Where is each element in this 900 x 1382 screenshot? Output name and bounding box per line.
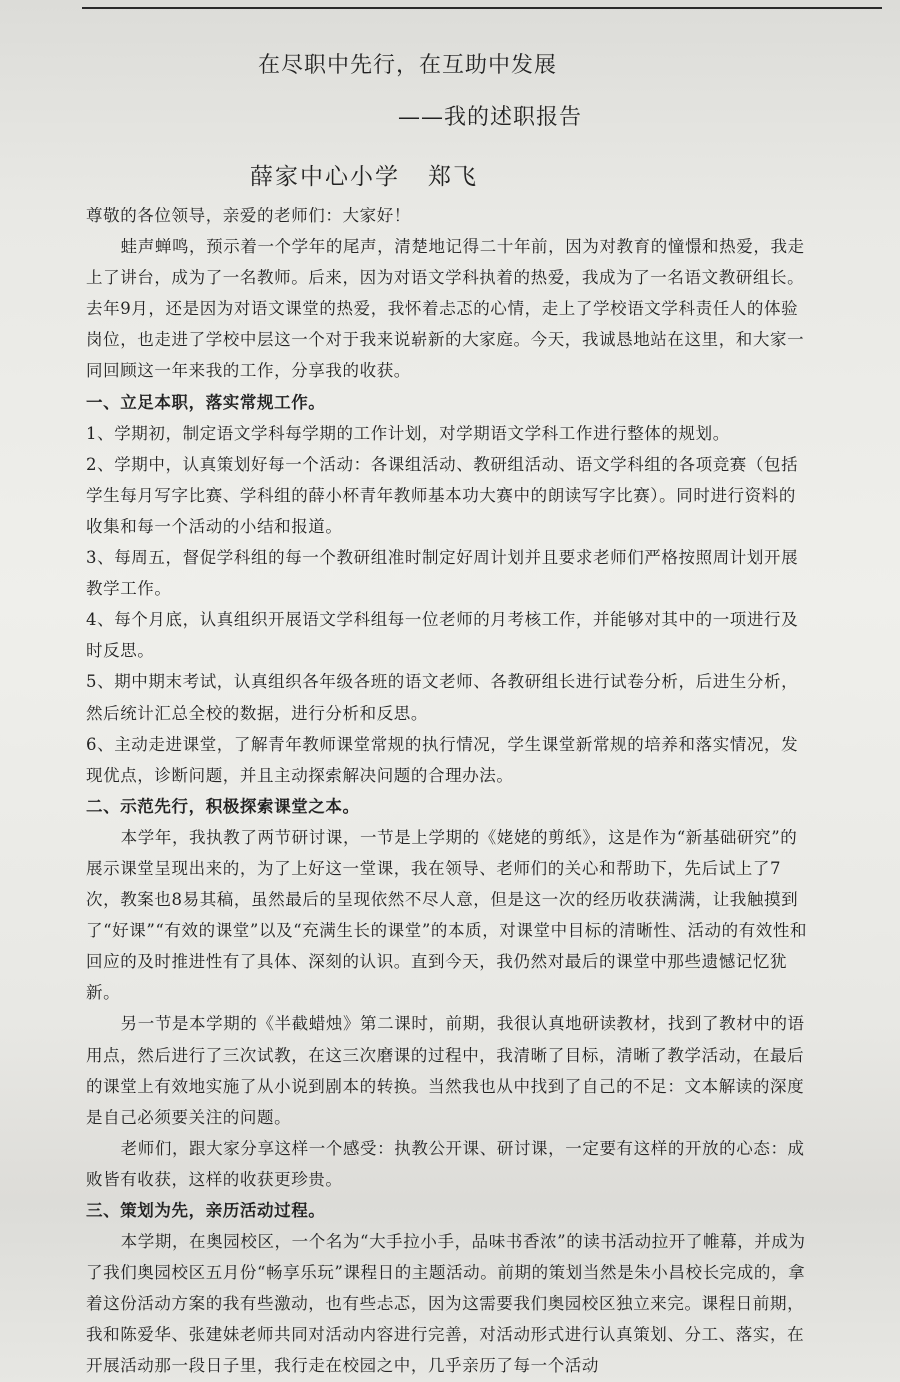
author-line xyxy=(250,158,478,191)
report-body xyxy=(86,200,808,1382)
section-1-item: 4、每个月底，认真组织开展语文学科组每一位老师的月考核工作，并能够对其中的一项进行及时反思。 xyxy=(86,610,799,661)
author-name: 郑飞 xyxy=(428,164,478,190)
document-title: 在尽职中先行，在互助中发展 xyxy=(258,53,558,78)
section-2-paragraph: 本学年，我执教了两节研讨课，一节是上学期的《姥姥的剪纸》，这是作为“新基础研究”的展示课堂呈现出来的，为了上好这一堂课，我在领导、老师们的关心和帮助下，先后试上了7次，教案也8易其稿，虽然最后的呈现依然不尽人意，但是这一次的经历收获满满，让我触摸到了“好课”“有效的课堂”以及“充满生长的课堂”的本质，对课堂中目标的清晰性、活动的有效性和回应的及时推进性有了具体、深刻的认识。直到今天，我仍然对最后的课堂中那些遗憾记忆犹新。 xyxy=(86,827,808,1003)
section-2-heading: 二、示范先行，积极探索课堂之本。 xyxy=(86,796,360,816)
section-3-paragraph: 本学期，在奥园校区，一个名为“大手拉小手，品味书香浓”的读书活动拉开了帷幕，并成为了我们奥园校区五月份“畅享乐玩”课程日的主题活动。前期的策划当然是朱小昌校长完成的，拿着这份活动方案的我有些激动，也有些忐忑，因为这需要我们奥园校区独立来完。课程日前期，我和陈爱华、张建妹老师共同对活动内容进行完善，对活动形式进行认真策划、分工、落实，在开展活动那一段日子里，我行走在校园之中，几乎亲历了每一个活动 xyxy=(86,1232,806,1376)
section-1-item: 6、主动走进课堂，了解青年教师课堂常规的执行情况，学生课堂新常规的培养和落实情况，发现优点，诊断问题，并且主动探索解决问题的合理办法。 xyxy=(86,734,799,785)
section-1-heading: 一、立足本职，落实常规工作。 xyxy=(86,392,326,412)
intro-paragraph: 蛙声蝉鸣，预示着一个学年的尾声，清楚地记得二十年前，因为对教育的憧憬和热爱，我走上了讲台，成为了一名教师。后来，因为对语文学科执着的热爱，我成为了一名语文教研组长。去年9月，还是因为对语文课堂的热爱，我怀着忐忑的心情，走上了学校语文学科责任人的体验岗位，也走进了学校中层这一个对于我来说崭新的大家庭。今天，我诚恳地站在这里，和大家一同回顾这一年来我的工作，分享我的收获。 xyxy=(86,237,805,381)
section-2-paragraph: 老师们，跟大家分享这样一个感受：执教公开课、研讨课，一定要有这样的开放的心态：成败皆有收获，这样的收获更珍贵。 xyxy=(86,1138,805,1189)
section-1-item: 2、学期中，认真策划好每一个活动：各课组活动、教研组活动、语文学科组的各项竞赛（包括学生每月写字比赛、学科组的薛小杯青年教师基本功大赛中的朗读写字比赛）。同时进行资料的收集和每一个活动的小结和报道。 xyxy=(86,454,799,536)
greeting: 尊敬的各位领导，亲爱的老师们：大家好！ xyxy=(86,206,411,225)
top-rule xyxy=(82,7,882,9)
author-school: 薛家中心小学 xyxy=(250,164,400,190)
section-1-item: 1、学期初，制定语文学科每学期的工作计划，对学期语文学科工作进行整体的规划。 xyxy=(86,423,730,443)
section-1-item: 5、期中期末考试，认真组织各年级各班的语文老师、各教研组长进行试卷分析，后进生分析，然后统计汇总全校的数据，进行分析和反思。 xyxy=(86,672,799,723)
document-subtitle: ——我的述职报告 xyxy=(398,105,583,130)
section-1-item: 3、每周五，督促学科组的每一个教研组准时制定好周计划并且要求老师们严格按照周计划开展教学工作。 xyxy=(86,548,799,599)
section-2-paragraph: 另一节是本学期的《半截蜡烛》第二课时，前期，我很认真地研读教材，找到了教材中的语用点，然后进行了三次试教，在这三次磨课的过程中，我清晰了目标，清晰了教学活动，在最后的课堂上有效地实施了从小说到剧本的转换。当然我也从中找到了自己的不足：文本解读的深度是自己必须要关注的问题。 xyxy=(86,1014,805,1127)
section-3-heading: 三、策划为先，亲历活动过程。 xyxy=(86,1201,326,1220)
